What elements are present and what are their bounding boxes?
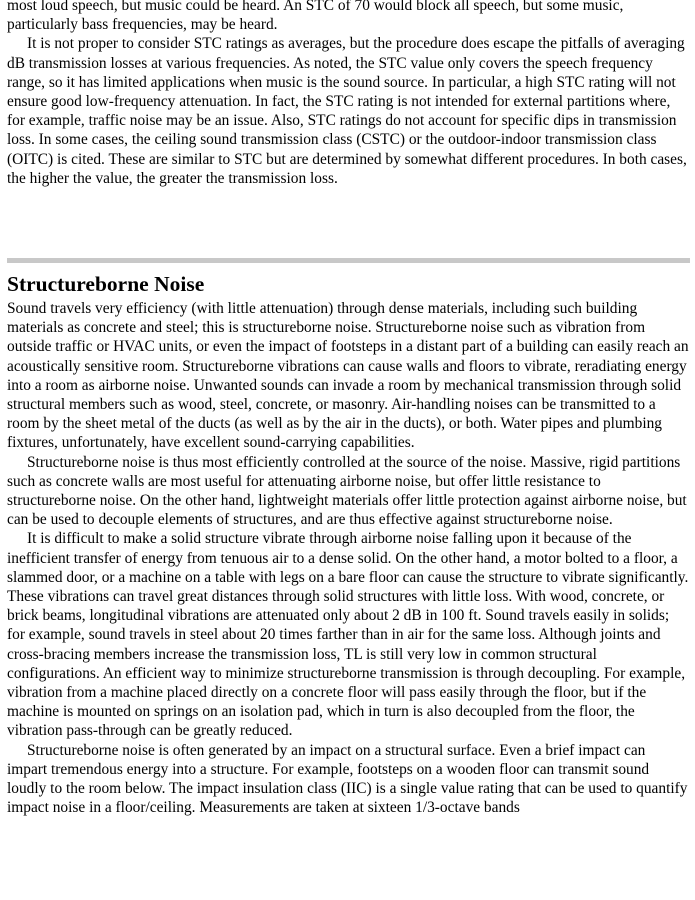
intro-paragraph-continued: most loud speech, but music could be heard. An STC of 70 would block all speech, but some music, particularly bass frequencies, may be heard.: [7, 0, 624, 34]
section-paragraph-4: Structureborne noise is often generated by an impact on a structural surface. Even a brief impact can impart tremendous energy into a structure. For example, footsteps on a wooden floor can transmit sound loudly to the room below. The impact insulation class (IIC) is a single value rating that can be used to quantify impact noise in a floor/ceiling. Measurements are taken at sixteen 1/3-octave bands: [7, 741, 688, 817]
section-paragraph-2: Structureborne noise is thus most efficiently controlled at the source of the noise. Massive, rigid partitions such as concrete walls are most useful for attenuating airborne noise, but offer little resistance to structureborne noise. On the other hand, lightweight materials offer little protection against airborne noise, but can be used to decouple elements of structures, and are thus effective against structureborne noise.: [7, 453, 687, 529]
section-body: [0, 299, 695, 817]
section-heading: Structureborne Noise: [7, 272, 205, 296]
section-divider: [7, 258, 690, 263]
intro-paragraph-stc-ratings: It is not proper to consider STC ratings as averages, but the procedure does escape the pitfalls of averaging dB transmission losses at various frequencies. As noted, the STC value only covers the speech frequency range, so it has limited applications when music is the sound source. In particular, a high STC rating will not ensure good low-frequency attenuation. In fact, the STC rating is not intended for external partitions where, for example, traffic noise may be an issue. Also, STC ratings do not account for specific dips in transmission loss. In some cases, the ceiling sound transmission class (CSTC) or the outdoor-indoor transmission class (OITC) is cited. These are similar to STC but are determined by somewhat different procedures. In both cases, the higher the value, the greater the transmission loss.: [7, 35, 687, 187]
section-paragraph-1: Sound travels very efficiency (with little attenuation) through dense materials, including such building materials as concrete and steel; this is structureborne noise. Structureborne noise such as vibration from outside traffic or HVAC units, or even the impact of footsteps in a distant part of a building can easily reach an acoustically sensitive room. Structureborne vibrations can cause walls and floors to vibrate, reradiating energy into a room as airborne noise. Unwanted sounds can invade a room by mechanical transmission through solid structural members such as wood, steel, concrete, or masonry. Air-handling noises can be transmitted to a room by the sheet metal of the ducts (as well as by the air in the ducts), or both. Water pipes and plumbing fixtures, unfortunately, have excellent sound-carrying capabilities.: [7, 300, 689, 452]
intro-text-block: [0, 0, 695, 188]
section-paragraph-3: It is difficult to make a solid structure vibrate through airborne noise falling upon it because of the inefficient transfer of energy from tenuous air to a dense solid. On the other hand, a motor bolted to a floor, a slammed door, or a machine on a table with legs on a bare floor can cause the structure to vibrate significantly. These vibrations can travel great distances through solid structures with little loss. With wood, concrete, or brick beams, longitudinal vibrations are attenuated only about 2 dB in 100 ft. Sound travels easily in solids; for example, sound travels in steel about 20 times farther than in air for the same loss. Although joints and cross-bracing members increase the transmission loss, TL is still very low in common structural configurations. An efficient way to minimize structureborne transmission is through decoupling. For example, vibration from a machine placed directly on a concrete floor will pass easily through the floor, but if the machine is mounted on springs on an isolation pad, which in turn is also decoupled from the floor, the vibration pass-through can be greatly reduced.: [7, 530, 689, 740]
